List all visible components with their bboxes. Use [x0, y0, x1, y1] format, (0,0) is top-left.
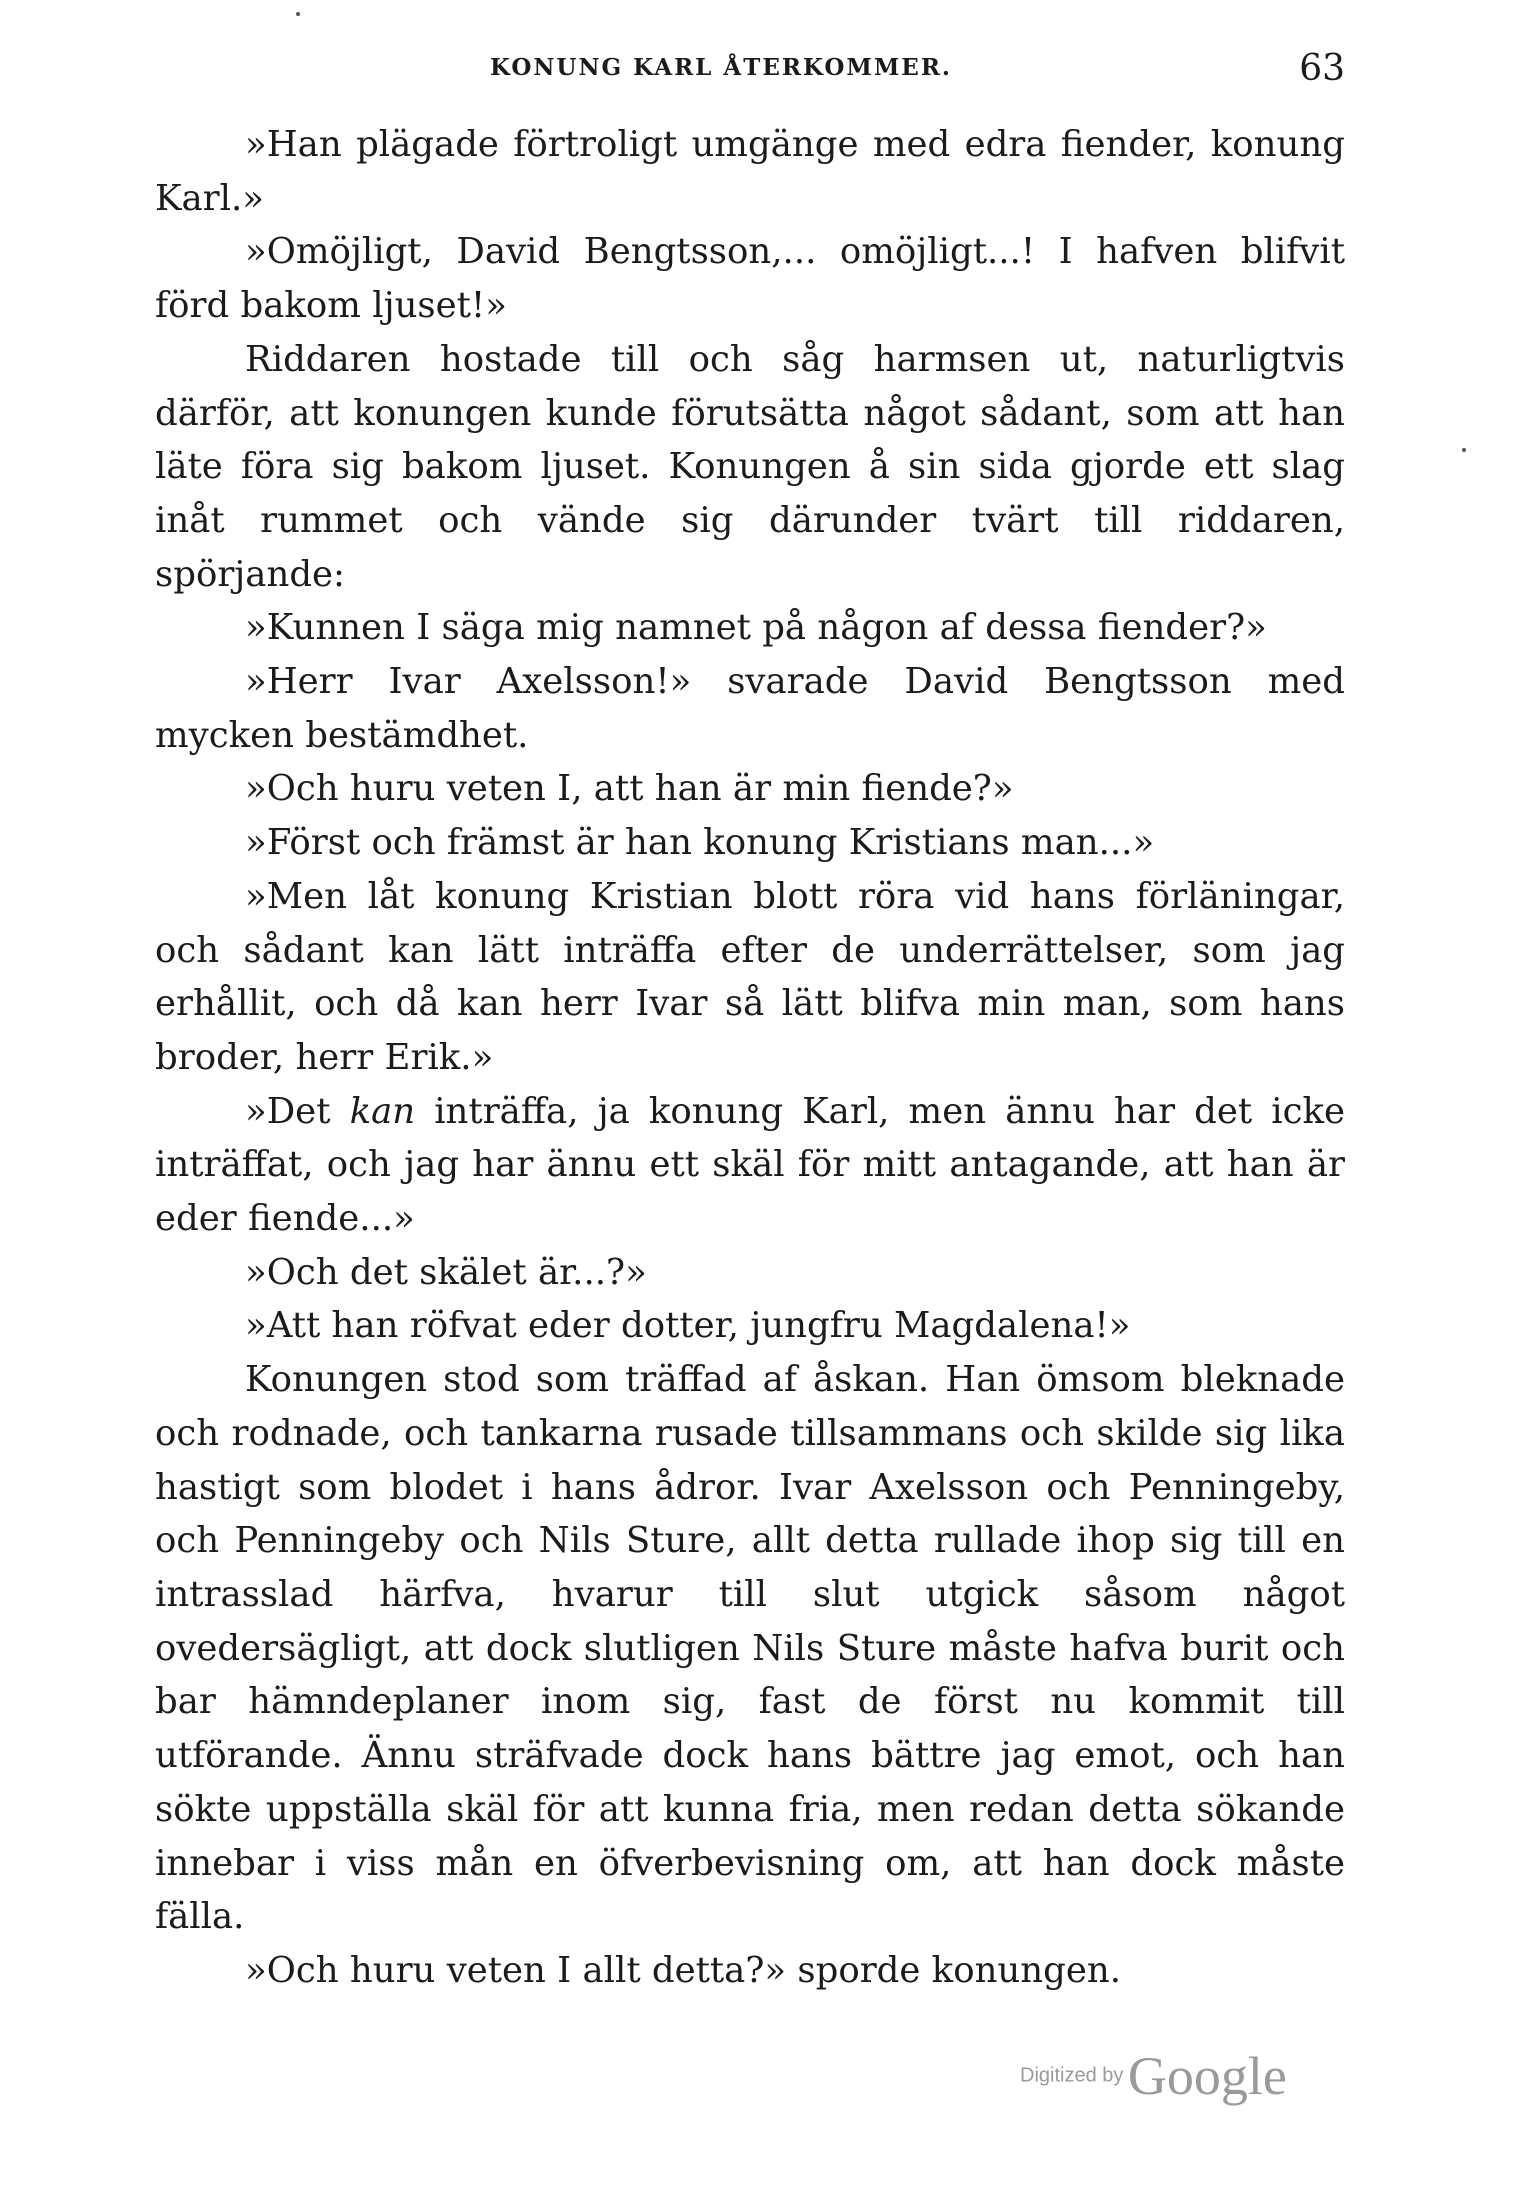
scan-speck: [296, 12, 300, 16]
watermark-small-text: Digitized by: [1020, 2064, 1124, 2087]
paragraph: »Herr Ivar Axelsson!» svarade David Bengtsson med mycken bestämdhet.: [155, 661, 1345, 756]
text-run: »Det: [245, 1090, 350, 1132]
paragraph: »Först och främst är han konung Kristians man...»: [245, 822, 1155, 864]
paragraph: »Och huru veten I allt detta?» sporde konungen.: [245, 1949, 1122, 1991]
paragraph: »Han plägade förtroligt umgänge med edra fiender, konung Karl.»: [155, 124, 1345, 219]
digitization-watermark: [1020, 2045, 1287, 2107]
paragraph: »Omöjligt, David Bengtsson,... omöjligt...! I hafven blifvit förd bakom ljuset!»: [155, 231, 1345, 327]
paragraph: »Att han röfvat eder dotter, jungfru Magdalena!»: [245, 1305, 1131, 1347]
emphasized-word: kan: [349, 1090, 416, 1132]
scan-speck: [1462, 448, 1466, 452]
body-text: [155, 118, 1345, 1998]
paragraph: »Kunnen I säga mig namnet på någon af dessa fiender?»: [245, 607, 1267, 649]
paragraph: Konungen stod som träffad af åskan. Han ömsom bleknade och rodnade, och tankarna rusade tillsammans och skilde sig lika hastigt som blodet i hans ådror. Ivar Axelsson och Penningeby, och Penningeby och Nils Sture, allt detta rullade ihop sig till en intrasslad härfva, hvarur till slut utgick såsom något ovedersägligt, att dock slutligen Nils Sture måste hafva burit och bar hämndeplaner inom sig, fast de först nu kommit till utförande. Ännu sträfvade dock hans bättre jag emot, och han sökte uppställa skäl för att kunna fria, men redan detta sökande innebar i viss mån en öfverbevisning om, att han dock måste fälla.: [155, 1359, 1345, 1938]
paragraph: »Men låt konung Kristian blott röra vid hans förläningar, och sådant kan lätt inträffa efter de underrättelser, som jag erhållit, och då kan herr Ivar så lätt blifva min man, som hans broder, herr Erik.»: [155, 875, 1345, 1078]
paragraph: »Och huru veten I, att han är min fiende?»: [245, 768, 1014, 810]
paragraph: [155, 1085, 1345, 1246]
running-head: [155, 48, 1345, 98]
paragraph: »Och det skälet är...?»: [245, 1251, 647, 1293]
page-number: 63: [1299, 48, 1345, 89]
watermark-logo-text: Google: [1127, 2046, 1287, 2106]
text-run: inträffa, ja konung Karl, men ännu har det icke inträffat, och jag har ännu ett skäl för mitt antagande, att han är eder fiende...»: [155, 1090, 1345, 1240]
paragraph: Riddaren hostade till och såg harmsen ut, naturligtvis därför, att konungen kunde förutsätta något sådant, som att han läte föra sig bakom ljuset. Konungen å sin sida gjorde ett slag inåt rummet och vände sig därunder tvärt till riddaren, spörjande:: [155, 338, 1345, 595]
running-head-title: KONUNG KARL ÅTERKOMMER.: [490, 54, 952, 81]
